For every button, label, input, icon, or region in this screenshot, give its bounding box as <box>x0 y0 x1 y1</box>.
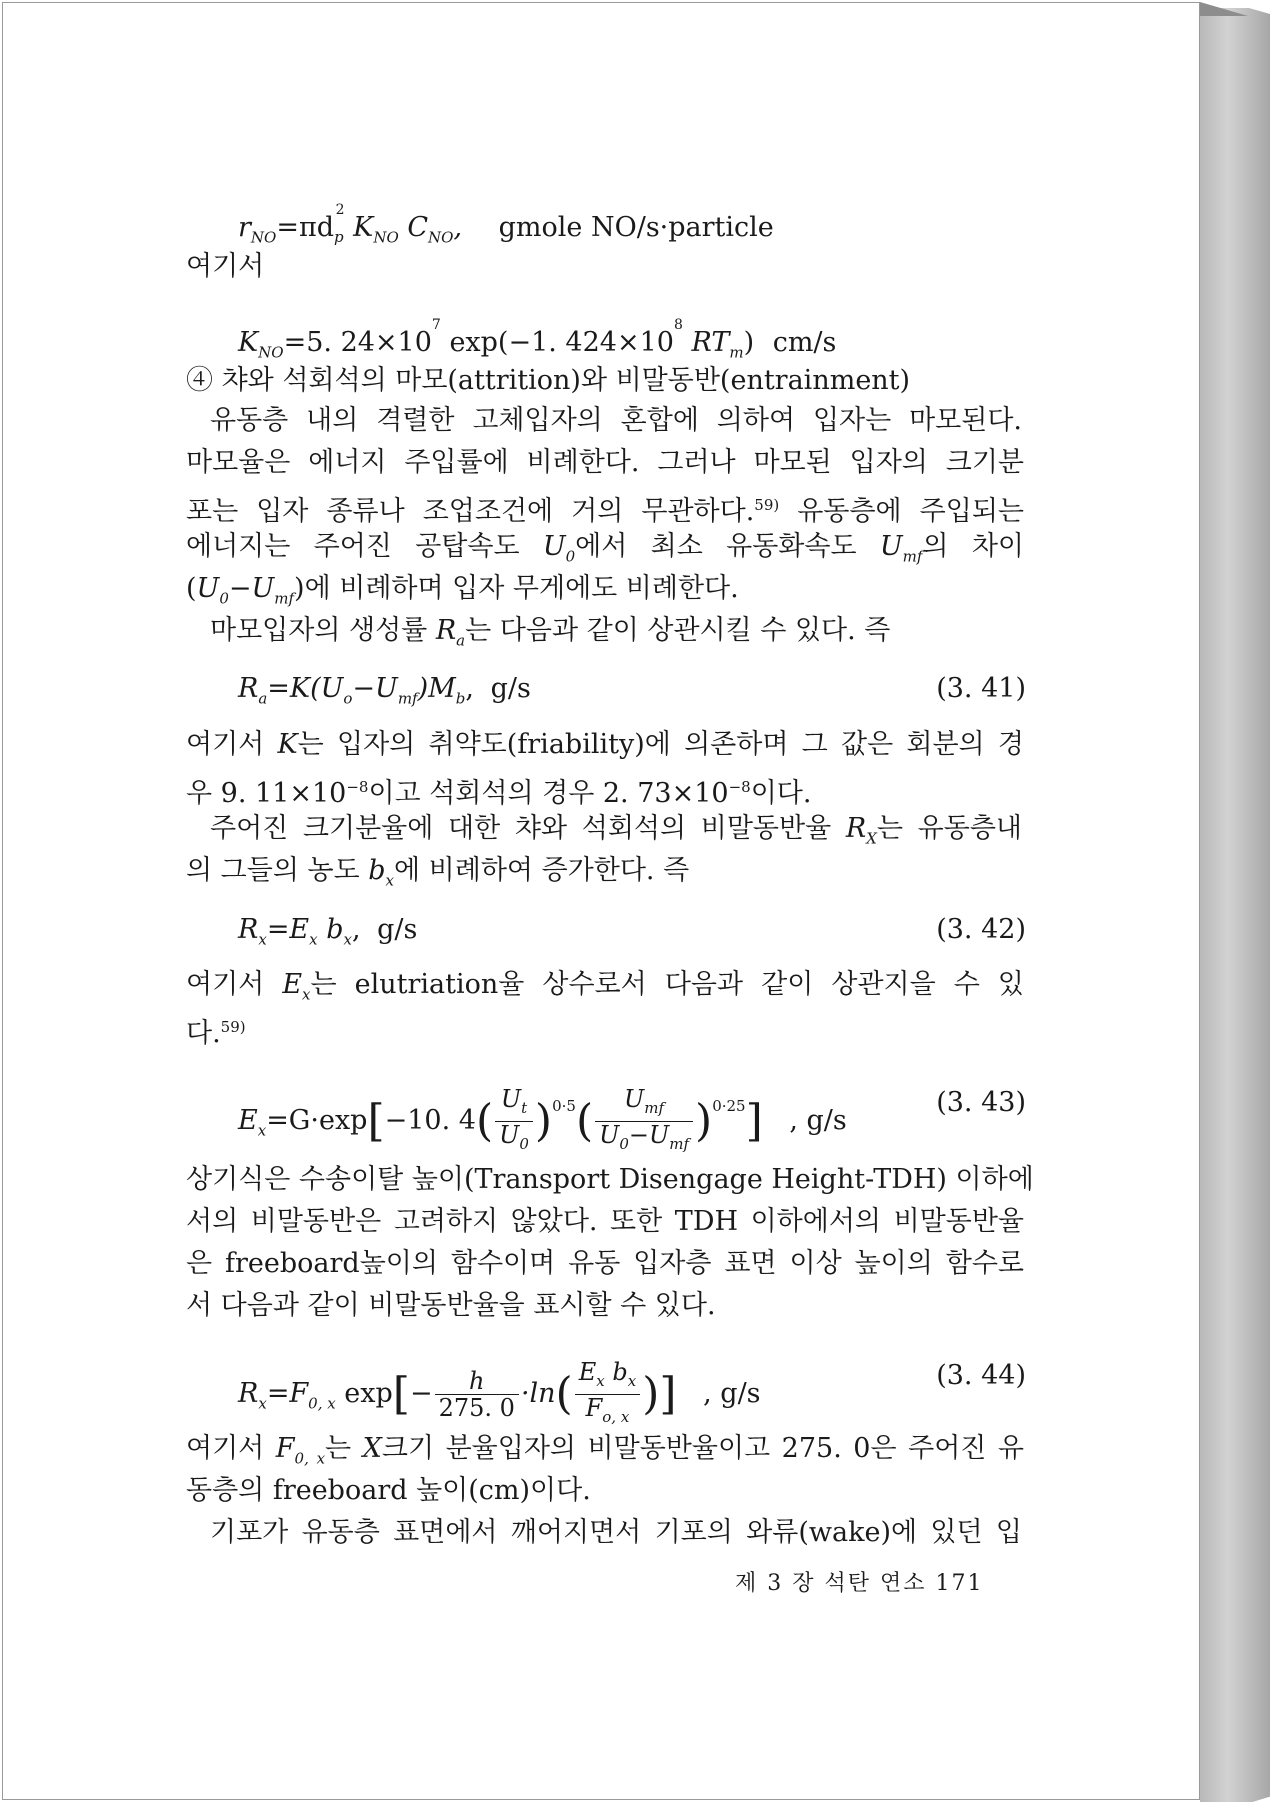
equation-3-43: $E_x=G\cdot\exp[-10$. 4( $\frac{U_t}{U_0}$ )$^{0\cdot 5}$( $\frac{U_{mf}}{U_0-U_{mf}}$ )$^{0\cdot 25}$] , g/s (3. 43) <box>238 1085 1026 1153</box>
paragraph-line-5: $(U_0-U_{mf})$에 비례하며 입자 무게에도 비례한다. <box>186 573 739 608</box>
paragraph-line-7: 여기서 K는 입자의 취약도(friability)에 의존하며 그 값은 회분의 경 <box>186 729 1024 760</box>
paragraph-line-6: 마모입자의 생성률 $R_a$는 다음과 같이 상관시킬 수 있다. 즉 <box>210 615 891 650</box>
equation-rno: $r_{NO}=\pi d_p^2$ $K_{NO}$ $C_{NO}$, gmole NO/s·particle <box>238 202 774 247</box>
paragraph-line-4: 에너지는 주어진 공탑속도 $U_0$에서 최소 유동화속도 $U_{mf}$의 차이 <box>186 531 1024 566</box>
paragraph-line-8: 우 9. $11\times 10^{-8}$이고 석회석의 경우 2. $73\times 10^{-8}$이다. <box>186 778 812 809</box>
paragraph-line-17: 여기서 $F_{0, x}$는 X크기 분율입자의 비말동반율이고 275. 0은 주어진 유 <box>186 1433 1024 1468</box>
paragraph-line-16: 서 다음과 같이 비말동반율을 표시할 수 있다. <box>186 1290 716 1321</box>
paragraph-line-3: 포는 입자 종류나 조업조건에 거의 무관하다.$^{59)}$ 유동층에 주입되는 <box>186 496 1024 527</box>
equation-number-3-41: (3. 41) <box>936 673 1026 704</box>
equation-3-41: $R_a=K(U_o-U_{mf})M_b$, g/s (3. 41) <box>238 673 1026 708</box>
page-footer: 제 3 장 석탄 연소 171 <box>735 1571 984 1596</box>
equation-kno: $K_{NO}=5$. $24\times 10^7$ exp(−1. $424\times 10^8$ $RT_m$) cm/s <box>238 317 837 362</box>
paragraph-line-18: 동층의 freeboard 높이(cm)이다. <box>186 1475 591 1506</box>
heading-item-4: ④ 챠와 석회석의 마모(attrition)와 비말동반(entrainment) <box>186 365 911 396</box>
paragraph-line-1: 유동층 내의 격렬한 고체입자의 혼합에 의하여 입자는 마모된다. <box>210 405 1022 436</box>
paragraph-line-13: 상기식은 수송이탈 높이(Transport Disengage Height-TDH) 이하에 <box>186 1164 1034 1195</box>
paragraph-line-2: 마모율은 에너지 주입률에 비례한다. 그러나 마모된 입자의 크기분 <box>186 447 1024 478</box>
paragraph-line-14: 서의 비말동반은 고려하지 않았다. 또한 TDH 이하에서의 비말동반율 <box>186 1206 1024 1237</box>
paragraph-line-12: 다.$^{59)}$ <box>186 1018 246 1049</box>
paragraph-line-10: 의 그들의 농도 $b_x$에 비례하여 증가한다. 즉 <box>186 855 690 890</box>
paragraph-line-11: 여기서 $E_x$는 elutriation율 상수로서 다음과 같이 상관지을 수 있 <box>186 969 1024 1004</box>
equation-number-3-42: (3. 42) <box>936 914 1026 945</box>
page-edge-stack <box>1200 8 1270 1802</box>
equation-3-44: $R_x=F_{0, x}$ exp[− $\frac{h}{275. 0}$ ·ln( $\frac{E_x b_x}{F_{o, x}}$ )] , g/s (3. 44) <box>238 1358 1026 1426</box>
paragraph-line-15: 은 freeboard높이의 함수이며 유동 입자층 표면 이상 높이의 함수로 <box>186 1248 1024 1279</box>
equation-number-3-43: (3. 43) <box>936 1087 1026 1118</box>
equation-number-3-44: (3. 44) <box>936 1360 1026 1391</box>
paragraph-line-9: 주어진 크기분율에 대한 챠와 석회석의 비말동반율 $R_X$는 유동층내 <box>210 813 1022 848</box>
paragraph-line-19: 기포가 유동층 표면에서 깨어지면서 기포의 와류(wake)에 있던 입 <box>210 1517 1022 1548</box>
equation-3-42: $R_x=E_x$ $b_x$, g/s (3. 42) <box>238 914 1026 949</box>
text-yeogiseo-1: 여기서 <box>186 251 265 282</box>
